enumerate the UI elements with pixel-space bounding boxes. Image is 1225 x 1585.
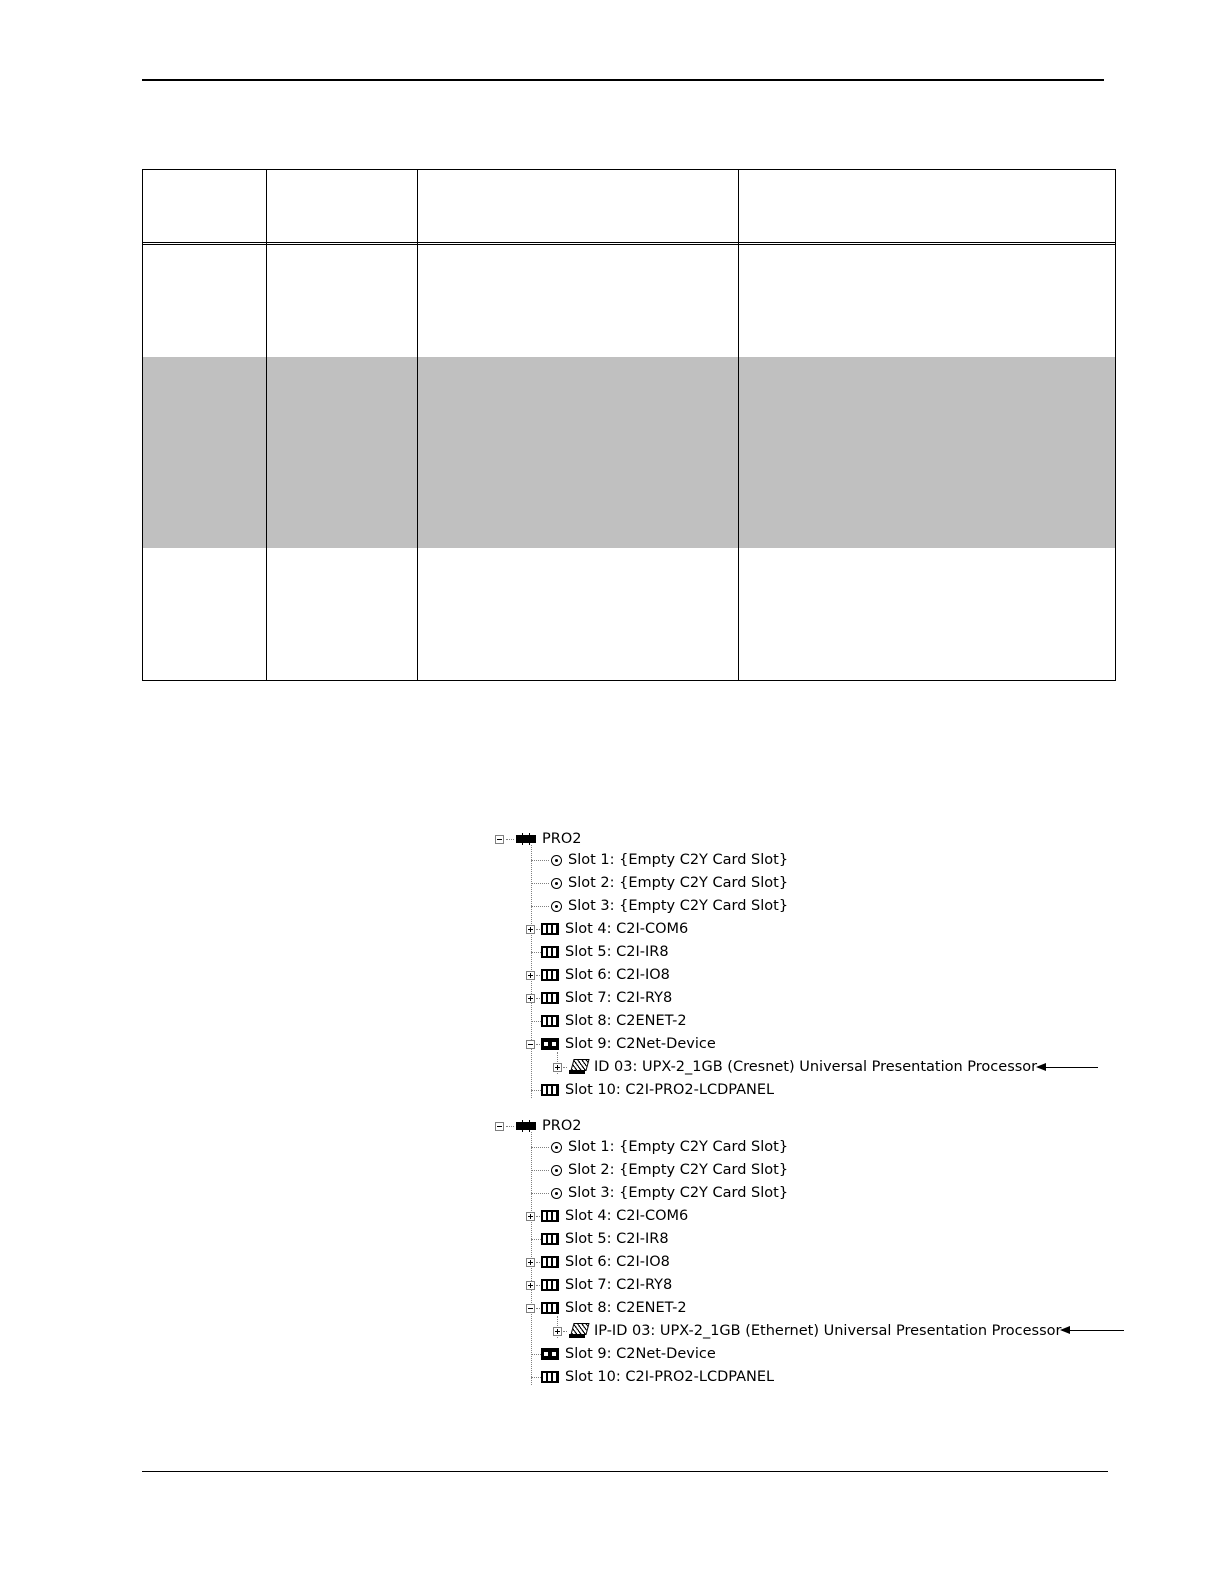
card-icon [541, 1084, 559, 1096]
tree-root-label: PRO2 [542, 1118, 582, 1134]
tree-item[interactable]: Slot 5: C2I-IR8 [531, 1228, 669, 1250]
empty-slot-icon [551, 901, 562, 912]
table-column-divider [738, 169, 739, 681]
processor-icon [568, 1323, 588, 1339]
card-icon [541, 923, 559, 935]
reference-table [142, 169, 1116, 681]
tree-item[interactable]: Slot 4: C2I-COM6 [526, 1205, 688, 1227]
card-icon [541, 1279, 559, 1291]
card-icon [541, 1210, 559, 1222]
tree-item[interactable]: Slot 1: {Empty C2Y Card Slot} [531, 1136, 788, 1158]
network-device-icon [541, 1038, 559, 1050]
tree-item[interactable]: Slot 3: {Empty C2Y Card Slot} [531, 1182, 788, 1204]
card-icon [541, 946, 559, 958]
card-icon [541, 969, 559, 981]
card-icon [541, 992, 559, 1004]
expand-icon[interactable] [526, 1281, 535, 1290]
empty-slot-icon [551, 855, 562, 866]
tree-item[interactable]: Slot 9: C2Net-Device [526, 1033, 716, 1055]
card-icon [541, 1302, 559, 1314]
tree-item[interactable]: Slot 8: C2ENET-2 [531, 1010, 687, 1032]
table-column-divider [266, 169, 267, 681]
empty-slot-icon [551, 1188, 562, 1199]
expand-icon[interactable] [553, 1327, 562, 1336]
collapse-icon[interactable] [495, 835, 504, 844]
table-frame [142, 169, 1116, 681]
empty-slot-icon [551, 1165, 562, 1176]
tree-item[interactable]: Slot 3: {Empty C2Y Card Slot} [531, 895, 788, 917]
pointer-arrow [1062, 1330, 1124, 1331]
tree-item[interactable]: Slot 5: C2I-IR8 [531, 941, 669, 963]
card-icon [541, 1256, 559, 1268]
tree-item[interactable]: Slot 2: {Empty C2Y Card Slot} [531, 872, 788, 894]
tree-root-label: PRO2 [542, 831, 582, 847]
tree-item[interactable]: Slot 6: C2I-IO8 [526, 964, 670, 986]
tree-item[interactable]: Slot 7: C2I-RY8 [526, 1274, 672, 1296]
expand-icon[interactable] [526, 1258, 535, 1267]
collapse-icon[interactable] [526, 1040, 535, 1049]
tree-root-node[interactable] [495, 1115, 581, 1137]
tree-item[interactable]: Slot 8: C2ENET-2 [526, 1297, 687, 1319]
tree-item[interactable]: Slot 10: C2I-PRO2-LCDPANEL [531, 1366, 774, 1388]
tree-item[interactable]: Slot 2: {Empty C2Y Card Slot} [531, 1159, 788, 1181]
collapse-icon[interactable] [526, 1304, 535, 1313]
network-device-icon [541, 1348, 559, 1360]
footer-rule [142, 1471, 1108, 1472]
empty-slot-icon [551, 878, 562, 889]
processor-chassis-icon [516, 833, 536, 845]
tree-item[interactable]: Slot 6: C2I-IO8 [526, 1251, 670, 1273]
tree-item-upx-ethernet[interactable]: IP-ID 03: UPX-2_1GB (Ethernet) Universal Presentation Processor [553, 1320, 1062, 1342]
table-column-divider [417, 169, 418, 681]
tree-item[interactable]: Slot 4: C2I-COM6 [526, 918, 688, 940]
tree-item[interactable]: Slot 9: C2Net-Device [531, 1343, 716, 1365]
processor-icon [568, 1059, 588, 1075]
tree-item[interactable]: Slot 7: C2I-RY8 [526, 987, 672, 1009]
card-icon [541, 1233, 559, 1245]
table-header-separator [142, 242, 1116, 245]
tree-item-upx-cresnet[interactable]: ID 03: UPX-2_1GB (Cresnet) Universal Presentation Processor [553, 1056, 1037, 1078]
expand-icon[interactable] [553, 1063, 562, 1072]
empty-slot-icon [551, 1142, 562, 1153]
collapse-icon[interactable] [495, 1122, 504, 1131]
expand-icon[interactable] [526, 925, 535, 934]
expand-icon[interactable] [526, 971, 535, 980]
card-icon [541, 1015, 559, 1027]
expand-icon[interactable] [526, 994, 535, 1003]
card-icon [541, 1371, 559, 1383]
header-rule [142, 79, 1104, 81]
tree-root-node[interactable] [495, 828, 581, 850]
tree-item[interactable]: Slot 10: C2I-PRO2-LCDPANEL [531, 1079, 774, 1101]
expand-icon[interactable] [526, 1212, 535, 1221]
tree-item[interactable]: Slot 1: {Empty C2Y Card Slot} [531, 849, 788, 871]
pointer-arrow [1038, 1067, 1098, 1068]
processor-chassis-icon [516, 1120, 536, 1132]
